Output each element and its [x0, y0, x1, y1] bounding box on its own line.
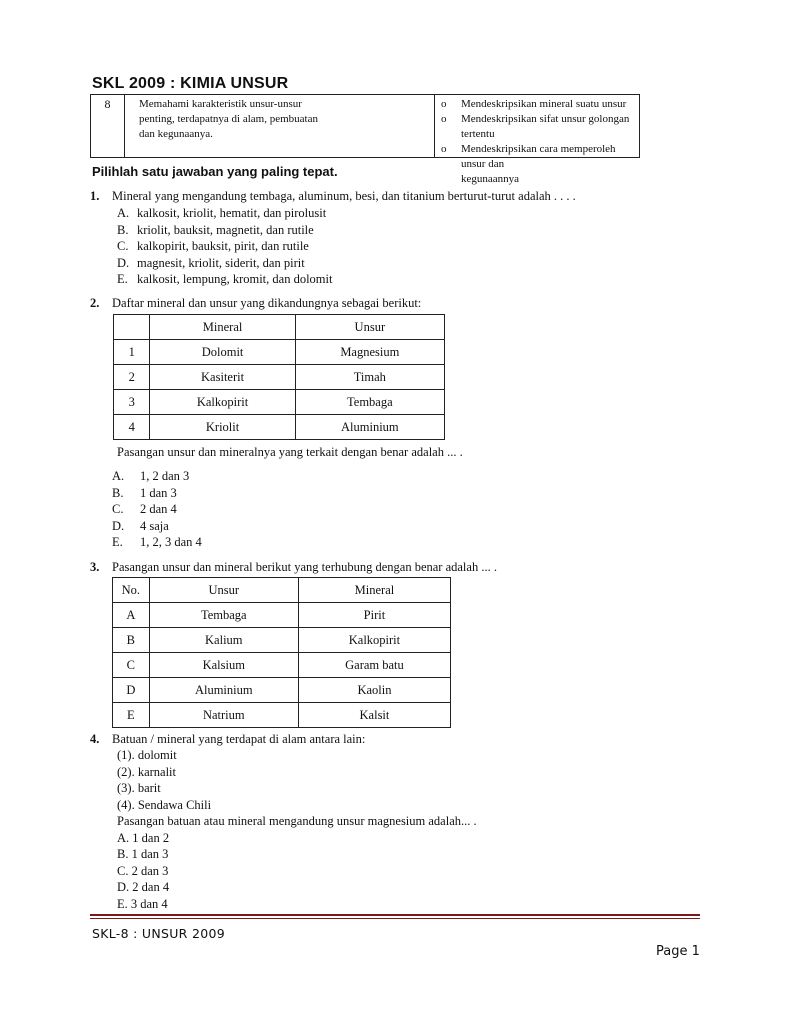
table-cell: 1: [114, 340, 150, 365]
table-row: [114, 390, 445, 415]
footer-label: SKL-8 : UNSUR 2009: [92, 926, 225, 941]
option[interactable]: A. 1, 2 dan 3: [112, 469, 190, 483]
table-cell: Magnesium: [295, 340, 444, 365]
table-row: [113, 628, 451, 653]
table-header-cell: Mineral: [298, 578, 450, 603]
table-cell: Pirit: [298, 603, 450, 628]
table-header-cell: Mineral: [150, 315, 295, 340]
table-row: [114, 340, 445, 365]
question-text: Batuan / mineral yang terdapat di alam antara lain:: [112, 732, 366, 746]
option[interactable]: A. 1 dan 2: [117, 830, 170, 845]
option[interactable]: E. 1, 2, 3 dan 4: [112, 535, 202, 549]
option[interactable]: C. kalkopirit, bauksit, pirit, dan rutile: [117, 239, 309, 253]
q4-body: [117, 747, 477, 912]
question-number: 3.: [90, 560, 100, 574]
page-number: Page 1: [656, 944, 700, 959]
footer-rule: [90, 918, 700, 919]
table-header-cell: Unsur: [295, 315, 444, 340]
question-prompt: Pasangan unsur dan mineralnya yang terkait dengan benar adalah ... .: [117, 445, 463, 459]
mineral-table: [113, 314, 445, 440]
table-cell: Kalsit: [298, 703, 450, 728]
option[interactable]: B. 1 dan 3: [112, 485, 177, 500]
document-title: SKL 2009 : KIMIA UNSUR: [92, 75, 289, 92]
skl-indicator: o Mendeskripsikan sifat unsur golongan tertentu: [441, 113, 630, 140]
option[interactable]: D. magnesit, kriolit, siderit, dan pirit: [117, 255, 305, 270]
list-item: (2). karnalit: [117, 764, 177, 779]
question-number: 4.: [90, 732, 100, 746]
table-cell: Garam batu: [298, 653, 450, 678]
table-cell: D: [113, 678, 150, 703]
table-row: [114, 365, 445, 390]
table-cell: Aluminium: [149, 678, 298, 703]
option[interactable]: C. 2 dan 4: [112, 502, 177, 516]
table-cell: Kalium: [149, 628, 298, 653]
question-text: Mineral yang mengandung tembaga, aluminum, besi, dan titanium berturut-turut adalah . . . .: [112, 189, 576, 203]
option[interactable]: C. 2 dan 3: [117, 863, 169, 878]
table-cell: 4: [114, 415, 150, 440]
question-2: [90, 295, 422, 312]
table-row: [113, 653, 451, 678]
table-row: [113, 678, 451, 703]
option[interactable]: E. kalkosit, lempung, kromit, dan dolomit: [117, 272, 333, 286]
table-cell: A: [113, 603, 150, 628]
skl-description-line: Memahami karakteristik unsur-unsur: [139, 98, 302, 110]
question-number: 2.: [90, 296, 100, 310]
skl-description-line: penting, terdapatnya di alam, pembuatan: [139, 113, 318, 125]
list-item: (3). barit: [117, 781, 161, 795]
table-header-row: [114, 315, 445, 340]
question-prompt: Pasangan batuan atau mineral mengandung unsur magnesium adalah... .: [117, 814, 477, 828]
table-cell: E: [113, 703, 150, 728]
question-1: [90, 188, 576, 205]
skl-indicator: o Mendeskripsikan cara memperoleh unsur dan kegunaannya: [441, 143, 616, 185]
table-row: [113, 603, 451, 628]
skl-description-line: dan kegunaanya.: [139, 128, 213, 140]
table-cell: Kriolit: [150, 415, 295, 440]
table-cell: Kasiterit: [150, 365, 295, 390]
table-row: [114, 415, 445, 440]
table-cell: Tembaga: [149, 603, 298, 628]
option[interactable]: B. kriolit, bauksit, magnetit, dan rutile: [117, 222, 314, 237]
q2-options: [112, 468, 202, 551]
question-text: Daftar mineral dan unsur yang dikandungnya sebagai berikut:: [112, 296, 422, 310]
table-cell: C: [113, 653, 150, 678]
element-mineral-table: [112, 577, 451, 728]
table-cell: Kalsium: [149, 653, 298, 678]
skl-number: 8: [91, 95, 125, 157]
instruction: Pilihlah satu jawaban yang paling tepat.: [92, 164, 338, 179]
bullet-icon: o: [441, 113, 447, 125]
option[interactable]: E. 3 dan 4: [117, 896, 168, 911]
table-header-row: [113, 578, 451, 603]
table-cell: 2: [114, 365, 150, 390]
table-cell: B: [113, 628, 150, 653]
question-number: 1.: [90, 189, 100, 203]
table-cell: Aluminium: [295, 415, 444, 440]
question-4: [90, 731, 366, 748]
table-cell: Kalkopirit: [298, 628, 450, 653]
table-cell: Natrium: [149, 703, 298, 728]
option[interactable]: D. 2 dan 4: [117, 880, 170, 894]
option[interactable]: D. 4 saja: [112, 518, 169, 533]
bullet-icon: o: [441, 98, 447, 110]
table-header-cell: [114, 315, 150, 340]
table-cell: Kalkopirit: [150, 390, 295, 415]
table-header-cell: No.: [113, 578, 150, 603]
question-text: Pasangan unsur dan mineral berikut yang terhubung dengan benar adalah ... .: [112, 560, 497, 574]
table-cell: Dolomit: [150, 340, 295, 365]
skl-description: [125, 95, 435, 157]
table-row: [113, 703, 451, 728]
skl-indicator: o Mendeskripsikan mineral suatu unsur: [441, 98, 627, 110]
table-cell: Kaolin: [298, 678, 450, 703]
footer-rule: [90, 914, 700, 916]
option[interactable]: B. 1 dan 3: [117, 847, 169, 861]
list-item: (1). dolomit: [117, 748, 177, 762]
option[interactable]: A. kalkosit, kriolit, hematit, dan pirolusit: [117, 206, 327, 220]
table-header-cell: Unsur: [149, 578, 298, 603]
q1-options: [117, 205, 332, 288]
skl-indicators: [435, 95, 639, 185]
table-cell: Timah: [295, 365, 444, 390]
table-cell: Tembaga: [295, 390, 444, 415]
table-cell: 3: [114, 390, 150, 415]
list-item: (4). Sendawa Chili: [117, 797, 212, 812]
bullet-icon: o: [441, 143, 447, 155]
question-3: [90, 559, 497, 576]
